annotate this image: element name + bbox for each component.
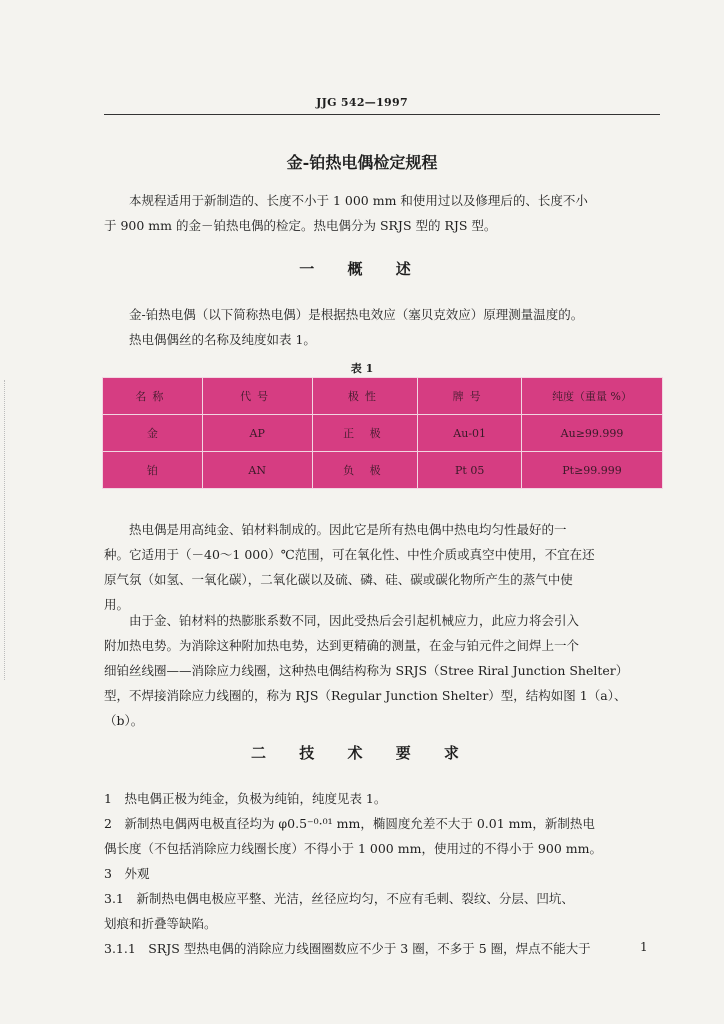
intro-paragraph <box>104 188 660 238</box>
table-cell: Au≥99.999 <box>522 415 663 452</box>
text-line: 由于金、铂材料的热膨胀系数不同，因此受热后会引起机械应力，此应力将会引入 <box>129 613 580 628</box>
text-line: 热电偶偶丝的名称及纯度如表 1。 <box>129 332 316 347</box>
requirements-list <box>104 786 660 961</box>
text-line: 3.1.1 SRJS 型热电偶的消除应力线圈圈数应不少于 3 圈，不多于 5 圈，焊点不能大于 <box>104 941 591 956</box>
text-line: 2 新制热电偶两电极直径均为 φ0.5⁻⁰·⁰¹ mm，椭圆度允差不大于 0.01 mm，新制热电 <box>104 816 595 831</box>
text-line: （b）。 <box>104 713 144 728</box>
header-divider <box>104 114 660 115</box>
page-title: 金-铂热电偶检定规程 <box>286 153 438 172</box>
text-line: 3 外观 <box>104 866 150 881</box>
standard-code-header: JJG 542—1997 <box>316 96 408 109</box>
text-line: 偶长度（不包括消除应力线圈长度）不得小于 1 000 mm，使用过的不得小于 900 mm。 <box>104 841 602 856</box>
text-line: 热电偶是用高纯金、铂材料制成的。因此它是所有热电偶中热电均匀性最好的一 <box>129 522 567 537</box>
table-cell: AN <box>202 452 312 489</box>
text-line: 用。 <box>104 597 130 612</box>
table-cell: Au-01 <box>418 415 522 452</box>
text-line: 3.1 新制热电偶电极应平整、光洁，丝径应均匀，不应有毛刺、裂纹、分层、凹坑、 <box>104 891 574 906</box>
table-cell: 金 <box>103 415 203 452</box>
table-header-row <box>103 378 663 415</box>
text-line: 原气氛（如氢、一氧化碳），二氧化碳以及硫、磷、硅、碳或碳化物所产生的蒸气中使 <box>104 572 573 587</box>
text-line: 于 900 mm 的金－铂热电偶的检定。热电偶分为 SRJS 型的 RJS 型。 <box>104 218 497 233</box>
text-line: 种。它适用于（－40～1 000）℃范围，可在氧化性、中性介质或真空中使用，不宜在还 <box>104 547 595 562</box>
text-line: 附加热电势。为消除这种附加热电势，达到更精确的测量，在金与铂元件之间焊上一个 <box>104 638 580 653</box>
wire-spec-table <box>102 377 663 489</box>
table-row <box>103 452 663 489</box>
header-cell: 纯度（重量 %） <box>522 378 663 415</box>
header-cell: 代号 <box>202 378 312 415</box>
text-line: 划痕和折叠等缺陷。 <box>104 916 217 931</box>
table-cell: AP <box>202 415 312 452</box>
table-cell: 正 极 <box>312 415 418 452</box>
table-cell: 铂 <box>103 452 203 489</box>
page-number: 1 <box>640 940 648 954</box>
section-heading-overview: 一 概 述 <box>299 260 425 278</box>
material-paragraph <box>104 517 660 617</box>
text-line: 金-铂热电偶（以下简称热电偶）是根据热电效应（塞贝克效应）原理测量温度的。 <box>129 307 584 322</box>
table-cell: 负 极 <box>312 452 418 489</box>
scan-artifact <box>4 380 7 680</box>
overview-paragraph <box>104 302 660 352</box>
stress-coil-paragraph <box>104 608 660 733</box>
text-line: 细铂丝线圈——消除应力线圈，这种热电偶结构称为 SRJS（Stree Riral Junction Shelter） <box>104 663 629 678</box>
text-line: 型，不焊接消除应力线圈的，称为 RJS（Regular Junction Shelter）型，结构如图 1（a）、 <box>104 688 627 703</box>
table-cell: Pt≥99.999 <box>522 452 663 489</box>
table-row <box>103 415 663 452</box>
table-caption: 表 1 <box>350 362 374 375</box>
text-line: 1 热电偶正极为纯金，负极为纯铂，纯度见表 1。 <box>104 791 387 806</box>
text-line: 本规程适用于新制造的、长度不小于 1 000 mm 和使用过以及修理后的、长度不小 <box>129 193 588 208</box>
section-heading-requirements: 二 技 术 要 求 <box>251 744 473 762</box>
table-cell: Pt 05 <box>418 452 522 489</box>
header-cell: 极性 <box>312 378 418 415</box>
header-cell: 牌号 <box>418 378 522 415</box>
header-cell: 名称 <box>103 378 203 415</box>
